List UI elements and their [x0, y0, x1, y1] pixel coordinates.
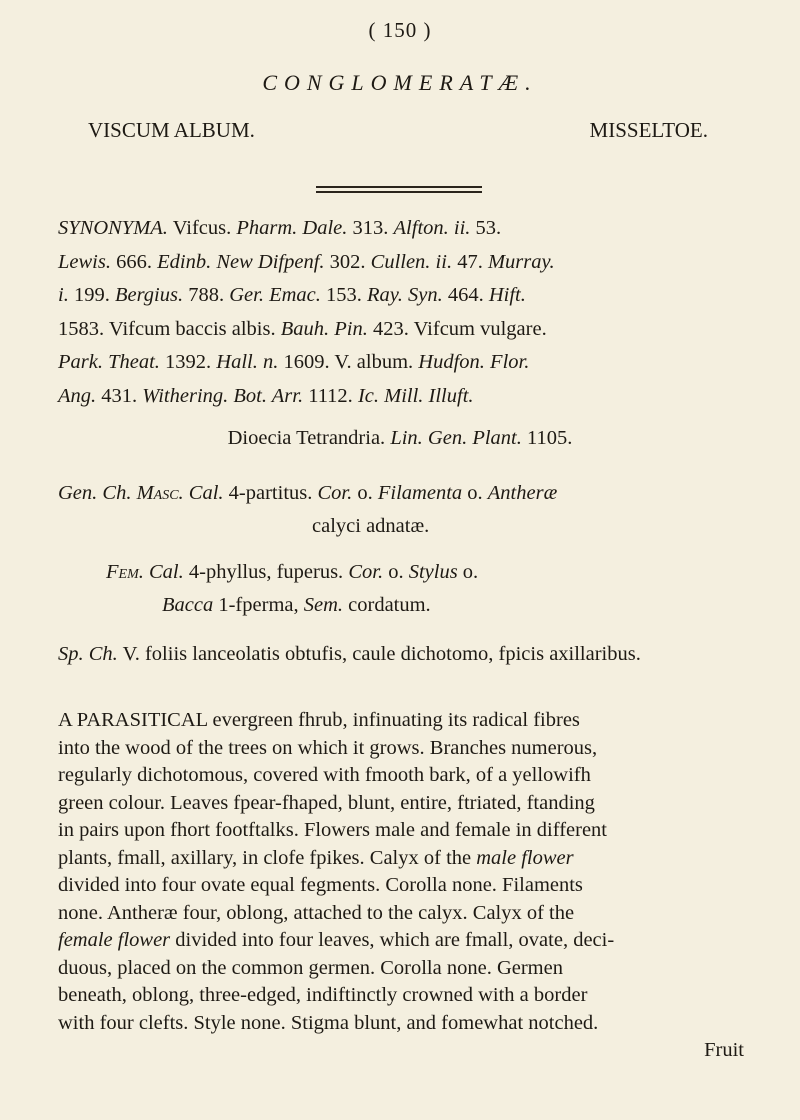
- double-rule-divider: [316, 186, 482, 193]
- text-line: [58, 212, 758, 246]
- text-run: 788.: [183, 284, 230, 306]
- text-run: Pharm. Dale.: [236, 217, 348, 239]
- text-run: 4-phyllus, fuperus.: [183, 561, 349, 583]
- section-title: CONGLOMERATÆ.: [262, 70, 538, 95]
- classification-line: [0, 427, 800, 450]
- text-line: [58, 735, 758, 763]
- text-run: o.: [457, 561, 479, 583]
- text-line: [58, 762, 758, 790]
- text-line: [58, 982, 758, 1010]
- text-run: Filamenta: [377, 482, 463, 504]
- text-run: calyci adnatæ.: [312, 515, 430, 537]
- text-run: female flower: [58, 929, 171, 951]
- text-run: 1112.: [303, 384, 358, 407]
- text-run: Sp. Ch.: [58, 643, 118, 665]
- text-line: [58, 790, 758, 818]
- text-line: [58, 872, 758, 900]
- text-run: Cal.: [188, 482, 224, 504]
- catchword: Fruit: [704, 1039, 744, 1061]
- text-run: Cullen. ii.: [370, 250, 453, 273]
- text-run: 431.: [96, 384, 143, 407]
- text-run: with four clefts. Style none. Stigma blunt, and fomewhat notched.: [58, 1011, 599, 1034]
- text-line: [58, 313, 758, 347]
- synonyma-paragraph: [58, 212, 758, 413]
- text-run: Ic. Mill. Illuft.: [357, 384, 474, 407]
- text-run: Park. Theat.: [58, 351, 160, 373]
- text-run: 1583. Vifcum baccis albis.: [58, 317, 281, 340]
- description-paragraph: [58, 707, 758, 1065]
- latin-name: VISCUM ALBUM.: [88, 118, 255, 142]
- text-line: [58, 346, 758, 380]
- text-run: duous, placed on the common germen. Corolla none. Germen: [58, 956, 563, 979]
- text-run: male flower: [476, 846, 574, 869]
- text-run: Bacca: [162, 594, 214, 616]
- text-line: [58, 817, 758, 845]
- text-line: [58, 556, 768, 589]
- text-run: divided into four ovate equal fegments. Corolla none. Filaments: [58, 874, 583, 896]
- text-run: 1-fperma,: [213, 594, 304, 616]
- text-run: Masc.: [136, 482, 184, 504]
- text-run: Fem.: [106, 561, 144, 583]
- specific-character: [58, 638, 768, 671]
- text-run: Gen. Ch.: [58, 482, 132, 504]
- text-run: o.: [352, 482, 378, 504]
- text-run: A PARASITICAL evergreen fhrub, infinuating its radical fibres: [58, 709, 580, 731]
- text-run: Antheræ: [487, 482, 558, 504]
- page-number: ( 150 ): [368, 18, 432, 42]
- text-line: [58, 955, 758, 983]
- text-run: Hift.: [488, 284, 526, 306]
- text-line: [58, 279, 758, 313]
- text-line: [58, 707, 758, 735]
- text-run: regularly dichotomous, covered with fmooth bark, of a yellowifh: [58, 764, 591, 786]
- text-run: Hudfon. Flor.: [418, 351, 530, 373]
- text-line: [228, 427, 573, 449]
- text-run: beneath, oblong, three-edged, indiftinctly crowned with a border: [58, 984, 588, 1006]
- text-run: i.: [58, 284, 69, 306]
- text-run: 1392.: [159, 351, 217, 373]
- text-line: [58, 510, 768, 543]
- text-run: 313.: [347, 217, 394, 239]
- text-run: Bauh. Pin.: [280, 317, 368, 340]
- text-run: 1105.: [521, 427, 573, 449]
- text-run: 464.: [442, 284, 489, 306]
- text-run: cordatum.: [343, 594, 431, 616]
- text-run: Lin. Gen. Plant.: [390, 427, 522, 449]
- generic-character-female: [58, 556, 768, 622]
- text-run: 423. Vifcum vulgare.: [367, 317, 547, 340]
- text-run: Bergius.: [114, 284, 184, 306]
- text-run: Sem.: [303, 594, 344, 616]
- text-run: 666.: [110, 250, 158, 273]
- text-run: 302.: [324, 250, 371, 273]
- text-line: [58, 380, 758, 414]
- text-run: Ang.: [58, 384, 97, 407]
- text-run: Edinb. New Difpenf.: [157, 250, 325, 273]
- text-line: [58, 927, 758, 955]
- text-line: [58, 246, 758, 280]
- text-run: Ray. Syn.: [367, 284, 443, 306]
- text-line: [58, 900, 758, 928]
- text-run: Dioecia Tetrandria.: [227, 427, 391, 449]
- text-run: plants, fmall, axillary, in clofe fpikes. Calyx of the: [58, 846, 477, 869]
- text-run: in pairs upon fhort footftalks. Flowers male and female in different: [58, 819, 607, 841]
- text-run: Cor.: [317, 482, 353, 504]
- text-run: Vifcus.: [167, 217, 237, 239]
- text-run: Withering. Bot. Arr.: [142, 384, 304, 407]
- text-run: into the wood of the trees on which it grows. Branches numerous,: [58, 736, 598, 759]
- text-line: [58, 589, 768, 622]
- text-run: Cor.: [348, 561, 384, 583]
- text-line: [58, 477, 768, 510]
- text-run: 199.: [68, 284, 115, 306]
- text-run: 153.: [320, 284, 368, 306]
- text-run: none. Antheræ four, oblong, attached to the calyx. Calyx of the: [58, 901, 575, 924]
- text-run: SYNONYMA.: [58, 217, 168, 239]
- text-run: Alfton. ii.: [393, 217, 471, 239]
- text-run: Hall. n.: [216, 351, 279, 373]
- text-run: 53.: [470, 217, 502, 239]
- text-run: 47.: [452, 250, 488, 273]
- text-run: divided into four leaves, which are fmall, ovate, deci-: [170, 929, 615, 951]
- text-line: [58, 638, 768, 671]
- text-run: Lewis.: [58, 250, 111, 273]
- text-run: 1609. V. album.: [278, 351, 419, 373]
- text-run: o.: [383, 561, 409, 583]
- text-line: [58, 845, 758, 873]
- text-run: Cal.: [149, 561, 184, 583]
- text-run: V. foliis lanceolatis obtufis, caule dichotomo, fpicis axillaribus.: [117, 643, 641, 665]
- text-run: Stylus: [408, 561, 458, 583]
- text-line: [58, 1010, 758, 1038]
- text-run: Ger. Emac.: [229, 284, 321, 306]
- text-run: o.: [462, 482, 488, 504]
- common-name: MISSELTOE.: [589, 118, 708, 142]
- generic-character-male: [58, 477, 768, 543]
- text-run: 4-partitus.: [223, 482, 318, 504]
- text-run: green colour. Leaves fpear-fhaped, blunt, entire, ftriated, ftanding: [58, 791, 595, 814]
- text-run: Murray.: [487, 250, 555, 273]
